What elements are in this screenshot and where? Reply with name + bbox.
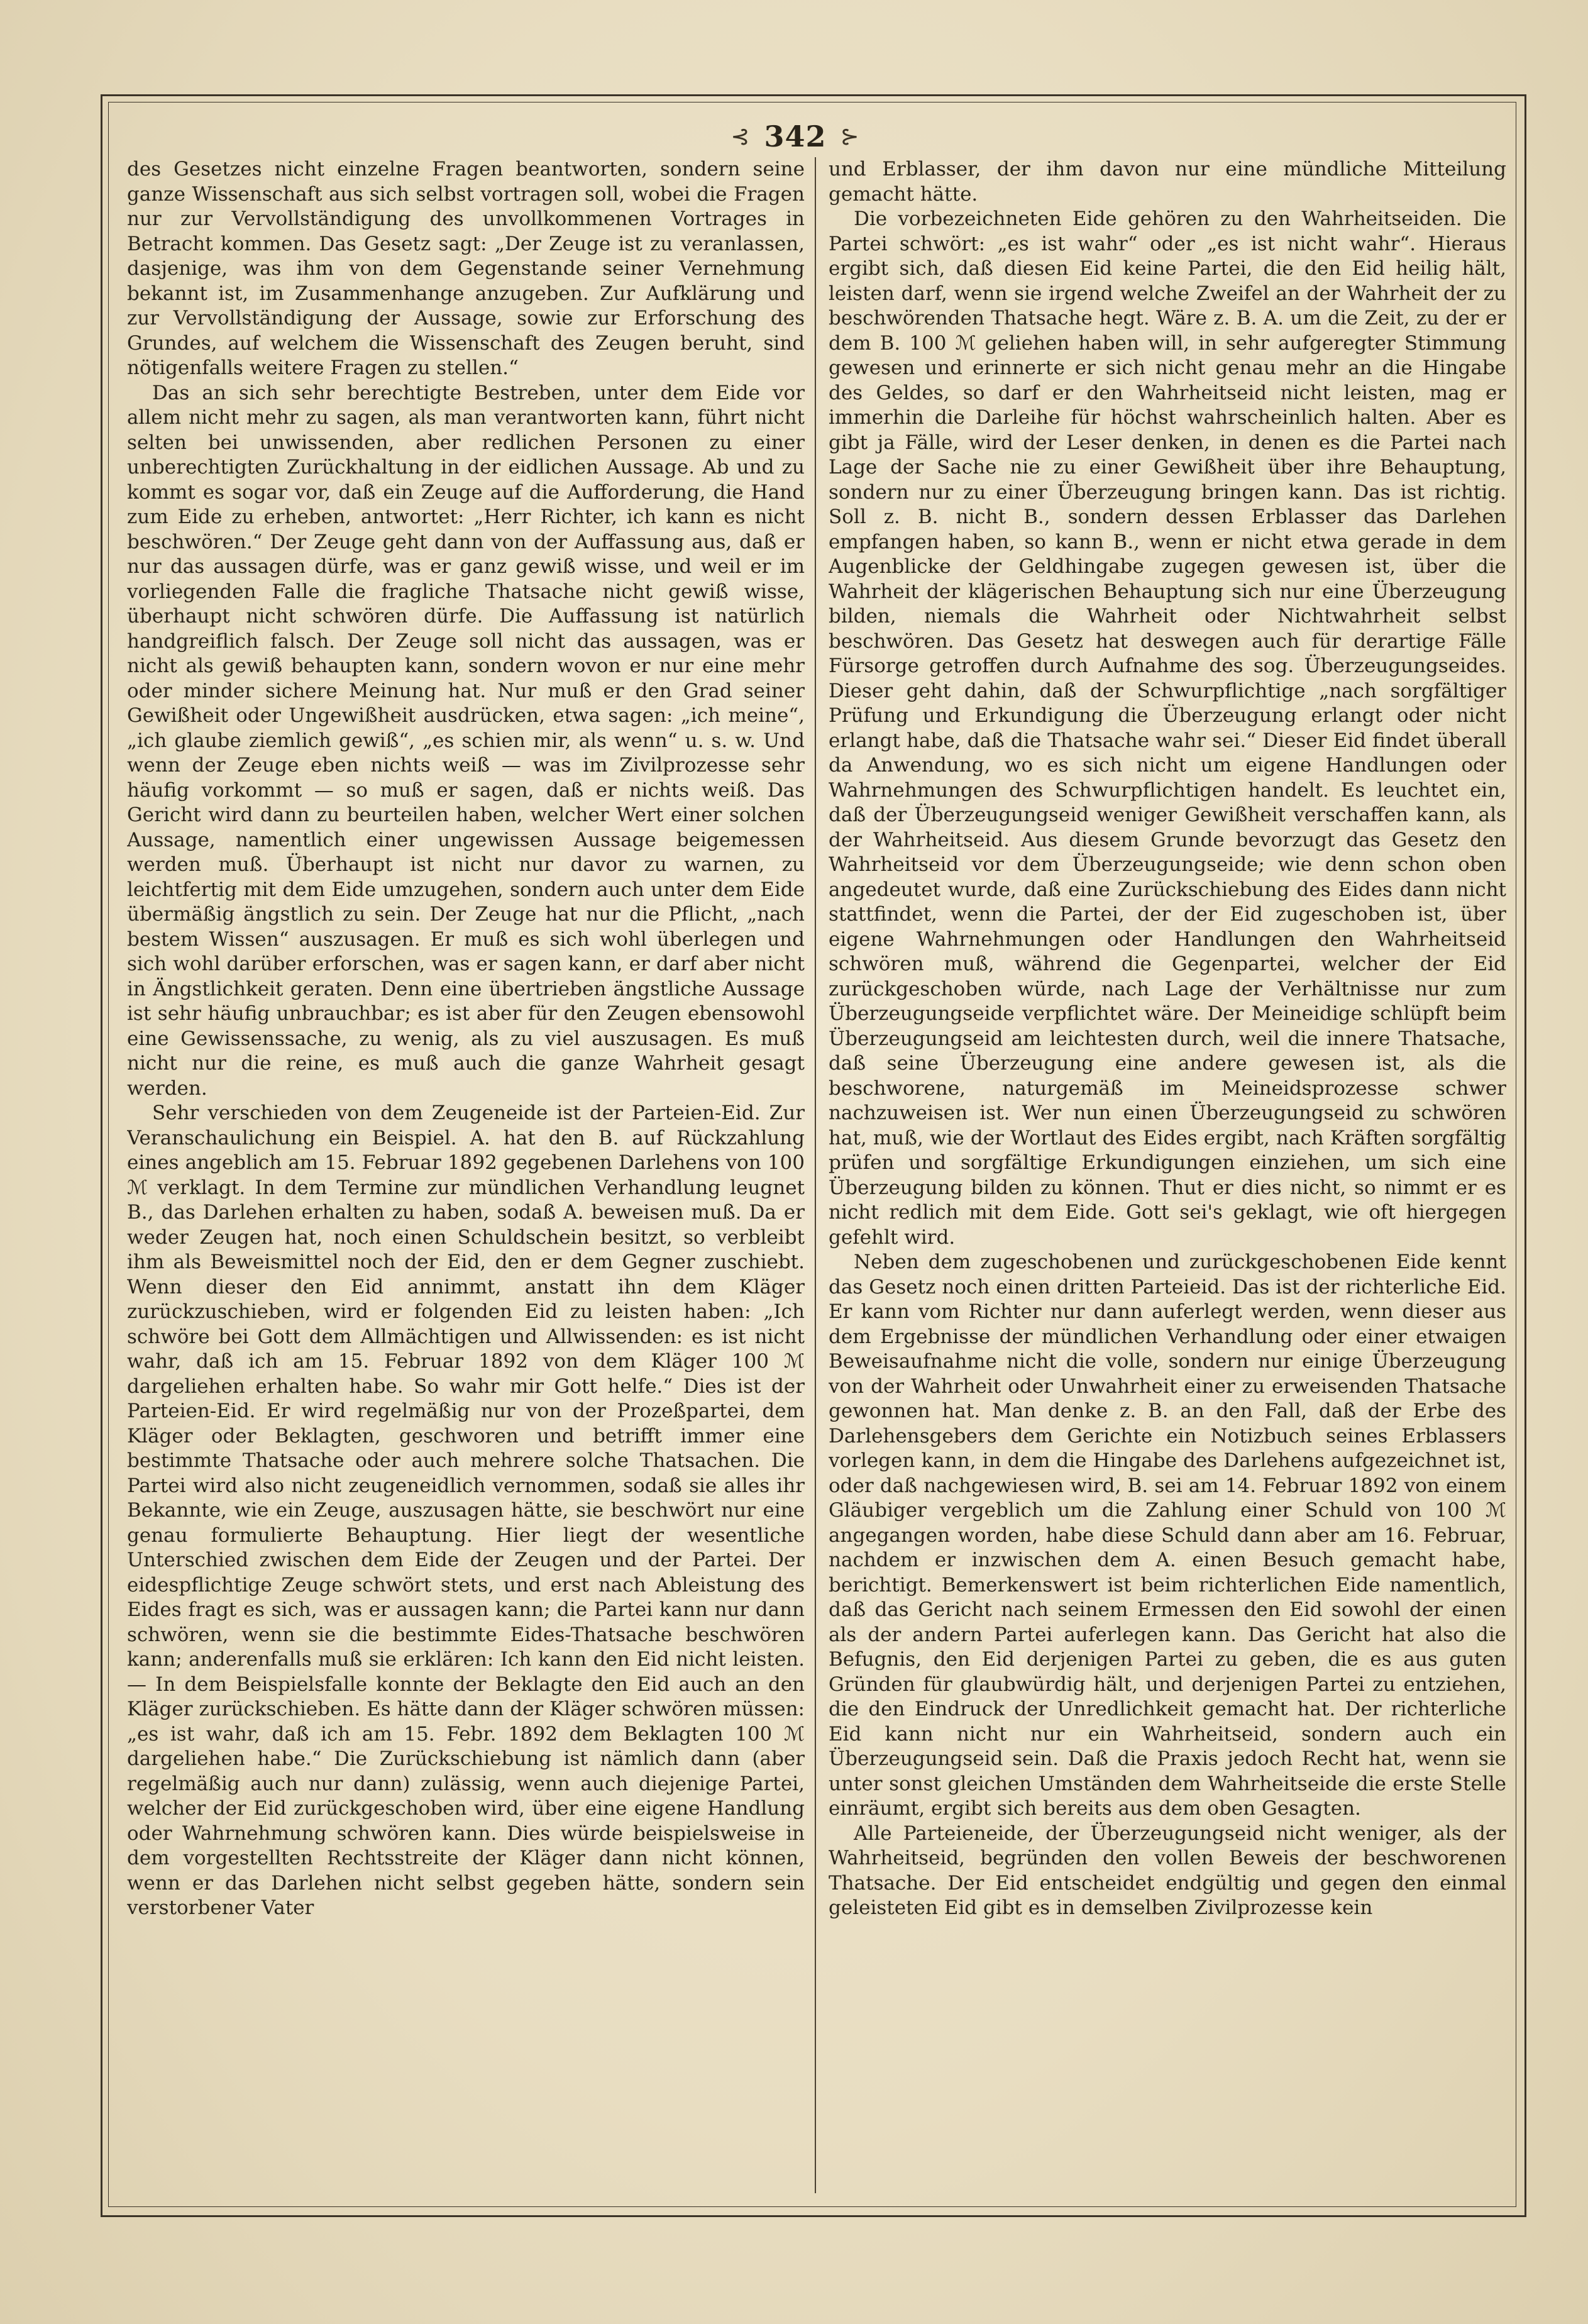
paragraph: des Gesetzes nicht einzelne Fragen beantworten, sondern seine ganze Wissenschaft aus sich selbst vortragen soll, wobei die Fragen nur zur Vervollständigung des unvollkommenen Vortrages in Betracht kommen. Das Gesetz sagt: „Der Zeuge ist zu veranlassen, dasjenige, was ihm von dem Gegenstande seiner Vernehmung bekannt ist, im Zusammenhange anzugeben. Zur Aufklärung und zur Vervollständigung der Aussage, sowie zur Erforschung des Grundes, auf welchem die Wissenschaft des Zeugen beruht, sind nötigenfalls weitere Fragen zu stellen.“	[127, 158, 805, 379]
paragraph: und Erblasser, der ihm davon nur eine mündliche Mitteilung gemacht hätte.	[829, 158, 1506, 206]
paragraph: Neben dem zugeschobenen und zurückgeschobenen Eide kennt das Gesetz noch einen dritten Parteieid. Das ist der richterliche Eid. Er kann vom Richter nur dann auferlegt werden, wenn dieser aus dem Ergebnisse der mündlichen Verhandlung oder einer etwaigen Beweisaufnahme nicht die volle, sondern nur einige Überzeugung von der Wahrheit oder Unwahrheit einer zu erweisenden Thatsache gewonnen hat. Man denke z. B. an den Fall, daß der Erbe des Darlehensgebers dem Gerichte ein Notizbuch seines Erblassers vorlegen kann, in dem die Hingabe des Darlehens aufgezeichnet ist, oder daß nachgewiesen wird, B. sei am 14. Februar 1892 von einem Gläubiger vergeblich um die Zahlung einer Schuld von 100 ℳ angegangen worden, habe diese Schuld dann aber am 16. Februar, nachdem er inzwischen dem A. einen Besuch gemacht habe, berichtigt. Bemerkenswert ist beim richterlichen Eide namentlich, daß das Gericht nach seinem Ermessen den Eid sowohl der einen als der andern Partei auferlegen kann. Das Gericht hat also die Befugnis, den Eid derjenigen Partei zu geben, die es aus guten Gründen für glaubwürdig hält, und derjenigen Partei zu entziehen, die den Eindruck der Unredlichkeit gemacht hat. Der richterliche Eid kann nicht nur ein Wahrheitseid, sondern auch ein Überzeugungseid sein. Daß die Praxis jedoch Recht hat, wenn sie unter sonst gleichen Umständen dem Wahrheitseide die erste Stelle einräumt, ergibt sich bereits aus dem oben Gesagten.	[829, 1251, 1506, 1820]
ornament-right-icon: ⊱	[840, 123, 860, 150]
text-column-right	[829, 157, 1506, 2194]
ornament-left-icon: ⊰	[731, 123, 751, 150]
page-header	[692, 114, 899, 158]
paragraph: Sehr verschieden von dem Zeugeneide ist der Parteien-Eid. Zur Veranschaulichung ein Beispiel. A. hat den B. auf Rückzahlung eines angeblich am 15. Februar 1892 gegebenen Darlehens von 100 ℳ verklagt. In dem Termine zur mündlichen Verhandlung leugnet B., das Darlehen erhalten zu haben, sodaß A. beweisen muß. Da er weder Zeugen hat, noch einen Schuldschein besitzt, so verbleibt ihm als Beweismittel noch der Eid, den er dem Gegner zuschiebt. Wenn dieser den Eid annimmt, anstatt ihn dem Kläger zurückzuschieben, wird er folgenden Eid zu leisten haben: „Ich schwöre bei Gott dem Allmächtigen und Allwissenden: es ist nicht wahr, daß ich am 15. Februar 1892 von dem Kläger 100 ℳ dargeliehen erhalten habe. So wahr mir Gott helfe.“ Dies ist der Parteien-Eid. Er wird regelmäßig nur von der Prozeßpartei, dem Kläger oder Beklagten, geschworen und betrifft immer eine bestimmte Thatsache oder auch mehrere solche Thatsachen. Die Partei wird also nicht zeugeneidlich vernommen, sodaß sie alles ihr Bekannte, wie ein Zeuge, auszusagen hätte, sie beschwört nur eine genau formulierte Behauptung. Hier liegt der wesentliche Unterschied zwischen dem Eide der Zeugen und der Partei. Der eidespflichtige Zeuge schwört stets, und erst nach Ableistung des Eides fragt es sich, was er aussagen kann; die Partei kann nur dann schwören, wenn sie die bestimmte Eides-Thatsache beschwören kann; anderenfalls muß sie erklären: Ich kann den Eid nicht leisten. — In dem Beispielsfalle konnte der Beklagte den Eid auch an den Kläger zurückschieben. Es hätte dann der Kläger schwören müssen: „es ist wahr, daß ich am 15. Febr. 1892 dem Beklagten 100 ℳ dargeliehen habe.“ Die Zurückschiebung ist nämlich dann (aber regelmäßig auch nur dann) zulässig, wenn auch diejenige Partei, welcher der Eid zurückgeschoben wird, über eine eigene Handlung oder Wahrnehmung schwören kann. Dies würde beispielsweise in dem vorgestellten Rechtsstreite der Kläger dann nicht können, wenn er das Darlehen nicht selbst gegeben hätte, sondern sein verstorbener Vater	[127, 1102, 805, 1919]
paragraph: Alle Parteieneide, der Überzeugungseid nicht weniger, als der Wahrheitseid, begründen den vollen Beweis der beschworenen Thatsache. Der Eid entscheidet endgültig und gegen den einmal geleisteten Eid gibt es in demselben Zivilprozesse kein	[829, 1822, 1506, 1919]
paragraph: Die vorbezeichneten Eide gehören zu den Wahrheitseiden. Die Partei schwört: „es ist wahr“ oder „es ist nicht wahr“. Hieraus ergibt sich, daß diesen Eid keine Partei, die den Eid heilig hält, leisten darf, wenn sie irgend welche Zweifel an der Wahrheit der zu beschwörenden Thatsache hegt. Wäre z. B. A. um die Zeit, zu der er dem B. 100 ℳ geliehen haben will, in sehr aufgeregter Stimmung gewesen und erinnerte er sich nicht genau mehr an die Hingabe des Geldes, so darf er den Wahrheitseid nicht leisten, mag er immerhin die Darleihe für höchst wahrscheinlich halten. Aber es gibt ja Fälle, wird der Leser denken, in denen es die Partei nach Lage der Sache nie zu einer Gewißheit über ihre Behauptung, sondern nur zu einer Überzeugung bringen kann. Das ist richtig. Soll z. B. nicht B., sondern dessen Erblasser das Darlehen empfangen haben, so kann B., wenn er nicht etwa gerade in dem Augenblicke der Geldhingabe zugegen gewesen ist, über die Wahrheit der klägerischen Behauptung sich nur eine Überzeugung bilden, niemals die Wahrheit oder Nichtwahrheit selbst beschwören. Das Gesetz hat deswegen auch für derartige Fälle Fürsorge getroffen durch Aufnahme des sog. Überzeugungseides. Dieser geht dahin, daß der Schwurpflichtige „nach sorgfältiger Prüfung und Erkundigung die Überzeugung erlangt oder nicht erlangt habe, daß die Thatsache wahr sei.“ Dieser Eid findet überall da Anwendung, wo es sich nicht um eigene Handlungen oder Wahrnehmungen des Schwurpflichtigen handelt. Es leuchtet ein, daß der Überzeugungseid weniger Gewißheit verschaffen kann, als der Wahrheitseid. Aus diesem Grunde bevorzugt das Gesetz den Wahrheitseid vor dem Überzeugungseide; wie denn schon oben angedeutet wurde, daß eine Zurückschiebung des Eides dann nicht stattfindet, wenn die Partei, der der Eid zugeschoben ist, über eigene Wahrnehmungen oder Handlungen den Wahrheitseid schwören muß, während die Gegenpartei, welcher der Eid zurückgeschoben würde, nach Lage der Verhältnisse nur zum Überzeugungseide verpflichtet wäre. Der Meineidige schlüpft beim Überzeugungseid am leichtesten durch, weil die innere Thatsache, daß seine Überzeugung eine andere gewesen ist, als die beschworene, naturgemäß im Meineidsprozesse schwer nachzuweisen ist. Wer nun einen Überzeugungseid zu schwören hat, muß, wie der Wortlaut des Eides ergibt, nach Kräften sorgfältig prüfen und sorgfältige Erkundigungen einziehen, um sich eine Überzeugung bilden zu können. Thut er dies nicht, so nimmt er es nicht redlich mit dem Eide. Gott sei's geklagt, wie oft hiergegen gefehlt wird.	[829, 208, 1506, 1249]
text-column-left	[127, 157, 805, 2194]
page-number: 342	[764, 119, 827, 153]
column-divider	[815, 157, 816, 2193]
paragraph: Das an sich sehr berechtigte Bestreben, unter dem Eide vor allem nicht mehr zu sagen, als man verantworten kann, führt nicht selten bei unwissenden, aber redlichen Personen zu einer unberechtigten Zurückhaltung in der eidlichen Aussage. Ab und zu kommt es sogar vor, daß ein Zeuge auf die Aufforderung, die Hand zum Eide zu erheben, antwortet: „Herr Richter, ich kann es nicht beschwören.“ Der Zeuge geht dann von der Auffassung aus, daß er nur das aussagen dürfe, was er ganz gewiß wisse, und weil er im vorliegenden Falle die fragliche Thatsache nicht gewiß wisse, überhaupt nicht schwören dürfe. Die Auffassung ist natürlich handgreiflich falsch. Der Zeuge soll nicht das aussagen, was er nicht als gewiß behaupten kann, sondern wovon er nur eine mehr oder minder sichere Meinung hat. Nur muß er den Grad seiner Gewißheit oder Ungewißheit ausdrücken, etwa sagen: „ich meine“, „ich glaube ziemlich gewiß“, „es schien mir, als wenn“ u. s. w. Und wenn der Zeuge eben nichts weiß — was im Zivilprozesse sehr häufig vorkommt — so muß er sagen, daß er nichts weiß. Das Gericht wird dann zu beurteilen haben, welcher Wert einer solchen Aussage, namentlich einer ungewissen Aussage beigemessen werden muß. Überhaupt ist nicht nur davor zu warnen, zu leichtfertig mit dem Eide umzugehen, sondern auch unter dem Eide übermäßig ängstlich zu sein. Der Zeuge hat nur die Pflicht, „nach bestem Wissen“ auszusagen. Er muß es sich wohl überlegen und sich wohl darüber erforschen, was er sagen kann, er darf aber nicht in Ängstlichkeit geraten. Denn eine übertrieben ängstliche Aussage ist sehr häufig unbrauchbar; es ist aber für den Zeugen ebensowohl eine Gewissenssache, zu wenig, als zu viel auszusagen. Es muß nicht nur die reine, es muß auch die ganze Wahrheit gesagt werden.	[127, 381, 805, 1100]
